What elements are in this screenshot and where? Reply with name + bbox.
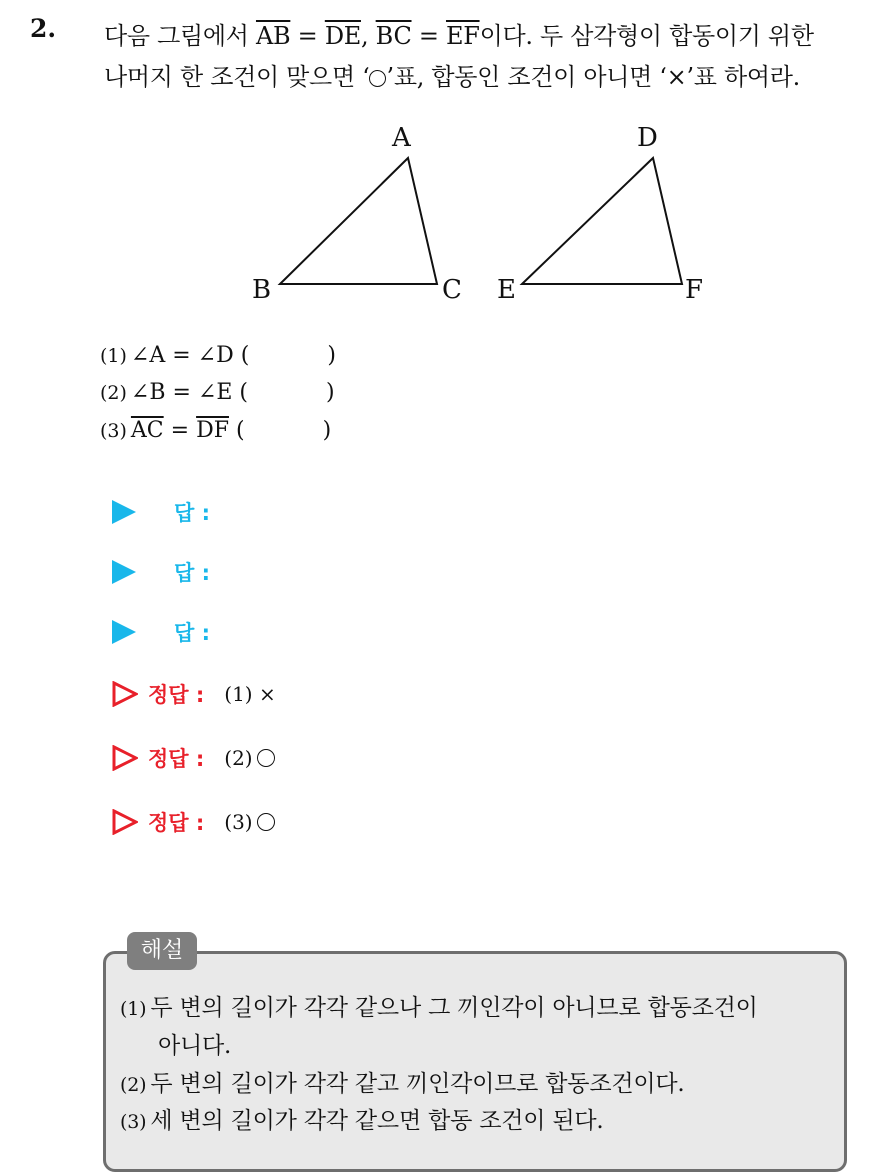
segment-de: $\overline{DE}$ — [324, 22, 361, 50]
correct-label: 정답 : — [148, 811, 205, 835]
answer-label: 답 : — [174, 501, 210, 525]
question-text: ’표, 합동인 조건이 아니면 ‘ — [386, 63, 667, 91]
play-triangle-icon — [112, 500, 136, 524]
explanation-line-3 — [120, 1065, 685, 1098]
explanation-tag: 해설 — [127, 932, 197, 970]
equals-sign: = — [411, 22, 446, 50]
explanation-text: 아니다. — [158, 1033, 232, 1059]
explanation-number: (1) — [120, 998, 147, 1020]
segment-ac: $\overline{AC}$ — [130, 418, 164, 443]
answer-line-1[interactable] — [112, 497, 210, 527]
answer-label: 답 : — [174, 621, 210, 645]
correct-answer-2 — [112, 743, 275, 773]
condition-1 — [100, 343, 336, 368]
vertex-label-d: D — [637, 123, 658, 153]
explanation-line-1 — [120, 989, 758, 1022]
explanation-number: (2) — [120, 1074, 147, 1096]
circle-icon — [257, 813, 275, 831]
vertex-label-e: E — [497, 275, 516, 305]
circle-icon — [369, 70, 386, 87]
vertex-label-f: F — [685, 275, 704, 305]
correct-label: 정답 : — [148, 747, 205, 771]
vertex-label-a: A — [392, 123, 411, 153]
question-text: 이다. 두 삼각형이 합동이기 위한 — [479, 22, 814, 50]
correct-number: (3) — [224, 810, 253, 834]
equals-sign: = — [163, 418, 197, 443]
condition-close: ) — [322, 418, 332, 443]
correct-number: (2) — [224, 746, 253, 770]
condition-close: ) — [326, 380, 335, 405]
triangles-figure — [245, 118, 725, 308]
question-line-2 — [104, 57, 800, 92]
answer-label: 답 : — [174, 561, 210, 585]
correct-number: (1) — [224, 682, 253, 706]
outline-triangle-icon — [112, 681, 138, 707]
correct-answer-3 — [112, 807, 275, 837]
cross-mark: × — [258, 682, 276, 706]
condition-number: (1) — [100, 345, 127, 367]
play-triangle-icon — [112, 560, 136, 584]
answer-line-3[interactable] — [112, 617, 210, 647]
condition-number: (2) — [100, 382, 127, 404]
explanation-text: 세 변의 길이가 각각 같으면 합동 조건이 된다. — [150, 1108, 604, 1134]
vertex-label-c: C — [442, 275, 462, 305]
segment-df: $\overline{DF}$ — [196, 418, 229, 443]
explanation-text: 두 변의 길이가 각각 같고 끼인각이므로 합동조건이다. — [150, 1071, 685, 1097]
vertex-label-b: B — [252, 275, 272, 305]
segment-ab: $\overline{AB}$ — [255, 22, 291, 50]
condition-2 — [100, 380, 335, 405]
question-text: 나머지 한 조건이 맞으면 ‘ — [104, 63, 370, 91]
condition-3 — [100, 418, 331, 443]
segment-ef: $\overline{EF}$ — [445, 22, 480, 50]
outline-triangle-icon — [112, 745, 138, 771]
correct-label: 정답 : — [148, 683, 205, 707]
comma: , — [360, 22, 376, 50]
condition-text: ∠B = ∠E ( — [130, 380, 249, 405]
condition-number: (3) — [100, 420, 127, 442]
play-triangle-icon — [112, 620, 136, 644]
explanation-box — [103, 951, 847, 1172]
question-text: ’표 하여라. — [686, 63, 800, 91]
triangle-def — [522, 158, 682, 284]
answer-line-2[interactable] — [112, 557, 210, 587]
equals-sign: = — [290, 22, 325, 50]
triangle-abc — [280, 158, 437, 284]
condition-open: ( — [228, 418, 245, 443]
question-text: 다음 그림에서 — [104, 22, 256, 50]
explanation-number: (3) — [120, 1111, 147, 1133]
explanation-text: 두 변의 길이가 각각 같으나 그 끼인각이 아니므로 합동조건이 — [150, 995, 758, 1021]
correct-answer-1 — [112, 679, 276, 709]
cross-mark: × — [666, 63, 687, 91]
circle-icon — [257, 749, 275, 767]
question-line-1 — [104, 16, 814, 51]
question-number: 2. — [30, 14, 57, 43]
condition-text: ∠A = ∠D ( — [130, 343, 250, 368]
explanation-line-4 — [120, 1102, 604, 1135]
condition-close: ) — [327, 343, 336, 368]
segment-bc: $\overline{BC}$ — [375, 22, 412, 50]
outline-triangle-icon — [112, 809, 138, 835]
explanation-line-2 — [158, 1027, 231, 1060]
